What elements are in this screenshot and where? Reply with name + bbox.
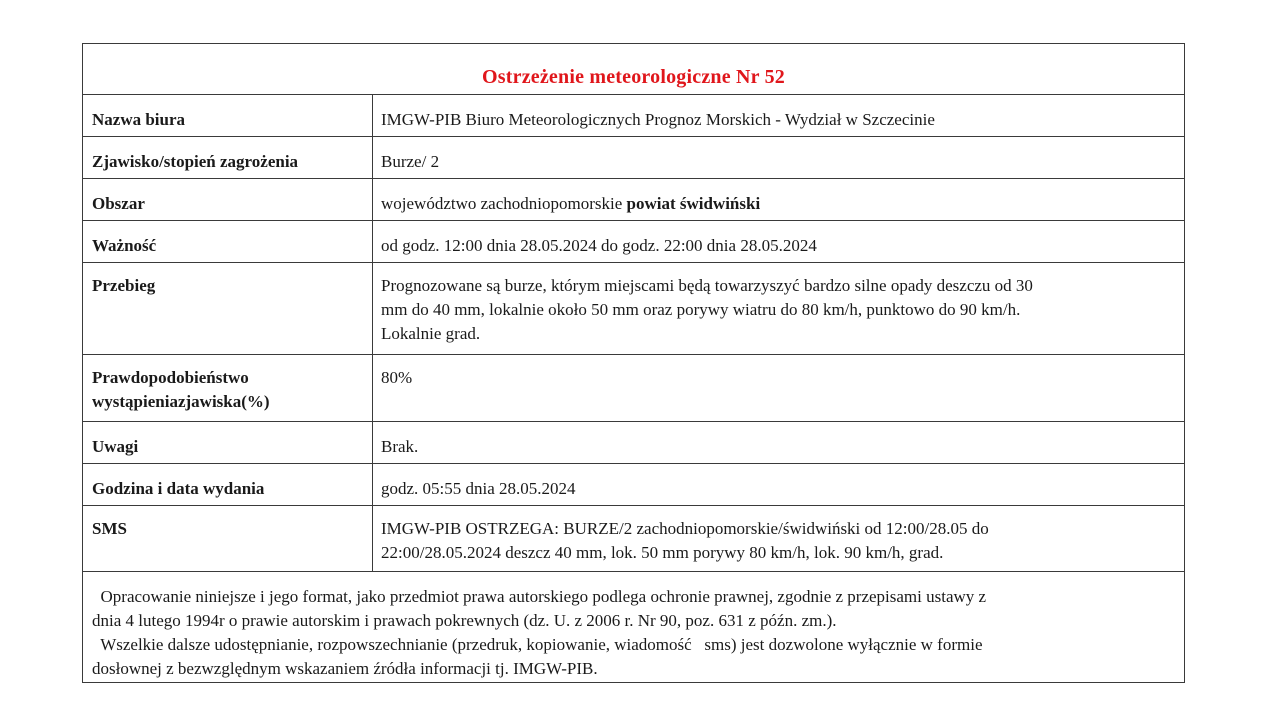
row-course: [83, 263, 1184, 355]
row-issue-time: [83, 464, 1184, 506]
validity-label: Ważność: [83, 221, 373, 262]
probability-label-line: wystąpieniazjawiska(%): [92, 392, 270, 411]
sms-line: IMGW-PIB OSTRZEGA: BURZE/2 zachodniopomorskie/świdwiński od 12:00/28.05 do: [381, 519, 989, 538]
area-region: województwo zachodniopomorskie: [381, 194, 627, 213]
title-row: [83, 44, 1184, 95]
issue-time-value: godz. 05:55 dnia 28.05.2024: [381, 479, 576, 498]
issue-time-label: Godzina i data wydania: [83, 464, 373, 505]
remarks-value: Brak.: [381, 437, 419, 456]
row-phenomenon: [83, 137, 1184, 179]
row-remarks: [83, 422, 1184, 464]
copyright-line: dosłownej z bezwzględnym wskazaniem źródła informacji tj. IMGW-PIB.: [92, 659, 598, 678]
sms-line: 22:00/28.05.2024 deszcz 40 mm, lok. 50 mm porywy 80 km/h, lok. 90 km/h, grad.: [381, 543, 944, 562]
sms-label: SMS: [83, 506, 373, 571]
area-county: powiat świdwiński: [626, 194, 761, 213]
course-label: Przebieg: [83, 263, 373, 354]
row-validity: [83, 221, 1184, 263]
row-probability: [83, 355, 1184, 422]
page-title: Ostrzeżenie meteorologiczne Nr 52: [482, 66, 785, 88]
validity-value: od godz. 12:00 dnia 28.05.2024 do godz. 22:00 dnia 28.05.2024: [381, 236, 817, 255]
copyright-line: Wszelkie dalsze udostępnianie, rozpowszechnianie (przedruk, kopiowanie, wiadomość sms) jest dozwolone wyłącznie w formie: [92, 635, 983, 654]
remarks-label: Uwagi: [83, 422, 373, 463]
row-area: [83, 179, 1184, 221]
probability-label-line: Prawdopodobieństwo: [92, 368, 249, 387]
row-office-name: [83, 95, 1184, 137]
row-sms: [83, 506, 1184, 572]
copyright-line: Opracowanie niniejsze i jego format, jako przedmiot prawa autorskiego podlega ochronie prawnej, zgodnie z przepisami ustawy z: [92, 587, 987, 606]
office-name-label: Nazwa biura: [83, 95, 373, 136]
office-name-value: IMGW-PIB Biuro Meteorologicznych Prognoz Morskich - Wydział w Szczecinie: [381, 110, 935, 129]
area-label: Obszar: [83, 179, 373, 220]
warning-document: [82, 43, 1185, 683]
phenomenon-label: Zjawisko/stopień zagrożenia: [83, 137, 373, 178]
copyright-notice: [83, 572, 1184, 681]
phenomenon-value: Burze/ 2: [381, 152, 440, 171]
course-line: mm do 40 mm, lokalnie około 50 mm oraz porywy wiatru do 80 km/h, punktowo do 90 km/h.: [381, 300, 1021, 319]
probability-value: 80%: [381, 368, 413, 387]
course-line: Prognozowane są burze, którym miejscami będą towarzyszyć bardzo silne opady deszczu od 30: [381, 276, 1033, 295]
probability-label: [83, 355, 373, 421]
course-line: Lokalnie grad.: [381, 324, 481, 343]
copyright-line: dnia 4 lutego 1994r o prawie autorskim i prawach pokrewnych (dz. U. z 2006 r. Nr 90, poz. 631 z późn. zm.).: [92, 611, 837, 630]
course-value: [373, 263, 1184, 354]
sms-value: [373, 506, 1184, 571]
area-value: [373, 179, 1184, 220]
